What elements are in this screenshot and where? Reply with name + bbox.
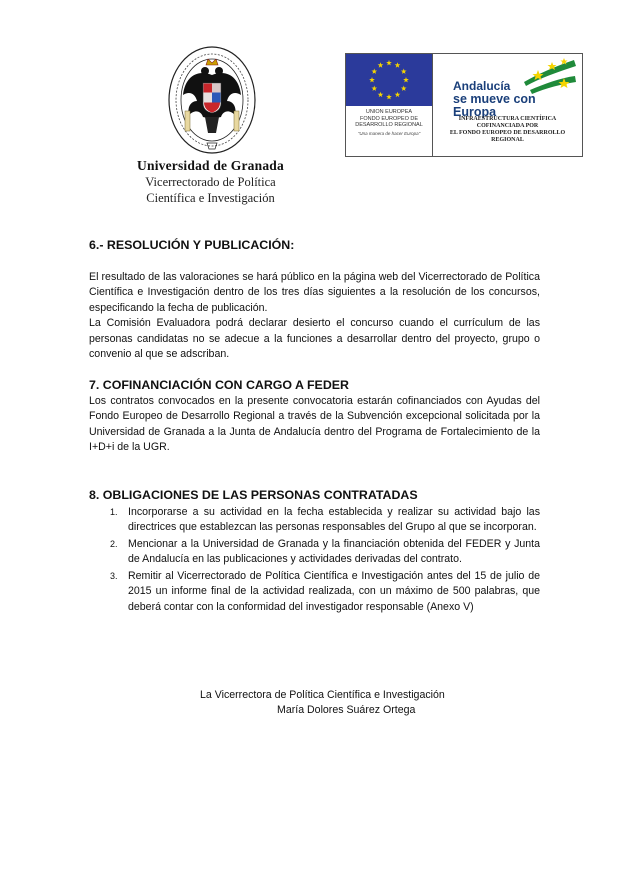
section-6-paragraph-2: La Comisión Evaluadora podrá declarar desierto el concurso cuando el currículum de las personas candidatas no se adecue a la funciones a desarrollar dentro del proyecto, grupo o convenio al que se adscriban. (89, 317, 540, 360)
list-item-number: 3. (110, 570, 118, 581)
section-6 (89, 238, 540, 363)
eu-star-icon (378, 62, 384, 67)
list-item (89, 569, 540, 616)
list-item-text: Mencionar a la Universidad de Granada y la financiación obtenida del FEDER y Junta de Andalucía en las publicaciones y actividades derivadas del contrato. (128, 537, 540, 565)
university-seal-logo (167, 45, 257, 155)
andalucia-title: Andalucía (453, 79, 511, 93)
infra-line: EL FONDO EUROPEO DE DESARROLLO (449, 130, 566, 136)
university-header (118, 158, 303, 206)
infra-line: INFRAESTRUCTURA CIENTÍFICA (458, 116, 557, 122)
eu-star-icon (401, 69, 407, 74)
signature-block (200, 688, 520, 718)
section-8-title: 8. OBLIGACIONES DE LAS PERSONAS CONTRATADAS (89, 488, 418, 502)
signatory-name: María Dolores Suárez Ortega (277, 704, 416, 716)
eu-flag-icon (346, 54, 432, 106)
eu-star-icon (401, 86, 407, 91)
list-item-text: Incorporarse a su actividad en la fecha establecida y realizar su actividad bajo las directrices que establezcan las personas responsables del Grupo al que se incorporan. (128, 505, 540, 533)
eu-star-icon (371, 86, 377, 91)
signatory-role: La Vicerrectora de Política Científica e Investigación (200, 689, 445, 701)
university-name: Universidad de Granada (137, 158, 284, 173)
eu-fund-text (346, 106, 432, 156)
list-item-number: 1. (110, 506, 118, 517)
section-6-title: 6.- RESOLUCIÓN Y PUBLICACIÓN: (89, 238, 295, 252)
eu-star-icon (378, 92, 384, 97)
eu-star-icon (403, 77, 409, 82)
list-item-number: 2. (110, 538, 118, 549)
eu-logo (346, 54, 433, 156)
section-6-paragraph-1: El resultado de las valoraciones se hará público en la página web del Vicerrectorado de Política Científica e Investigación dentro de los tres días siguientes a la resolución de los concursos, especificando la fecha de publicación. (89, 270, 540, 314)
eu-star-icon (395, 62, 401, 67)
infra-line: COFINANCIADA POR (476, 123, 539, 129)
obligations-list (89, 505, 540, 616)
section-7 (89, 378, 540, 456)
eu-line: DESARROLLO REGIONAL (355, 122, 423, 128)
infra-line: REGIONAL (491, 137, 524, 143)
list-item (89, 505, 540, 536)
andalucia-slogan: se mueve con Europa (453, 92, 536, 119)
eu-star-icon (395, 92, 401, 97)
section-7-title: 7. COFINANCIACIÓN CON CARGO A FEDER (89, 378, 349, 392)
eu-motto: "Una manera de hacer Europa" (357, 130, 421, 136)
eu-star-icon (371, 69, 377, 74)
section-7-paragraph-1: Los contratos convocados en la presente convocatoria estarán cofinanciados con Ayudas del Fondo Europeo de Desarrollo Regional a través de la Subvención excepcional solicitada por la Universidad de Granada a la Junta de Andalucía dentro del Programa de Fortalecimiento de la I+D+i de la UGR. (89, 394, 540, 453)
eu-line: UNION EUROPEA (365, 109, 413, 115)
list-item (89, 537, 540, 568)
andalucia-logo (433, 54, 582, 156)
eu-star-icon (386, 94, 392, 99)
vicerrectorado-line-2: Científica e Investigación (146, 191, 275, 205)
vicerrectorado-line-1: Vicerrectorado de Política (145, 175, 276, 189)
list-item-text: Remitir al Vicerrectorado de Política Científica e Investigación antes del 15 de julio de 2015 un informe final de la actividad realizada, con un máximo de 500 palabras, que deberá contar con la conformidad del investigador responsable (Anexo V) (128, 569, 540, 613)
andalucia-title-block (453, 80, 582, 119)
section-8 (89, 488, 540, 615)
infraestructura-text (433, 116, 582, 144)
eu-star-icon (369, 77, 375, 82)
eu-star-icon (386, 60, 392, 65)
feder-cofinancing-logo (345, 53, 583, 157)
eu-line: FONDO EUROPEO DE (359, 115, 419, 122)
